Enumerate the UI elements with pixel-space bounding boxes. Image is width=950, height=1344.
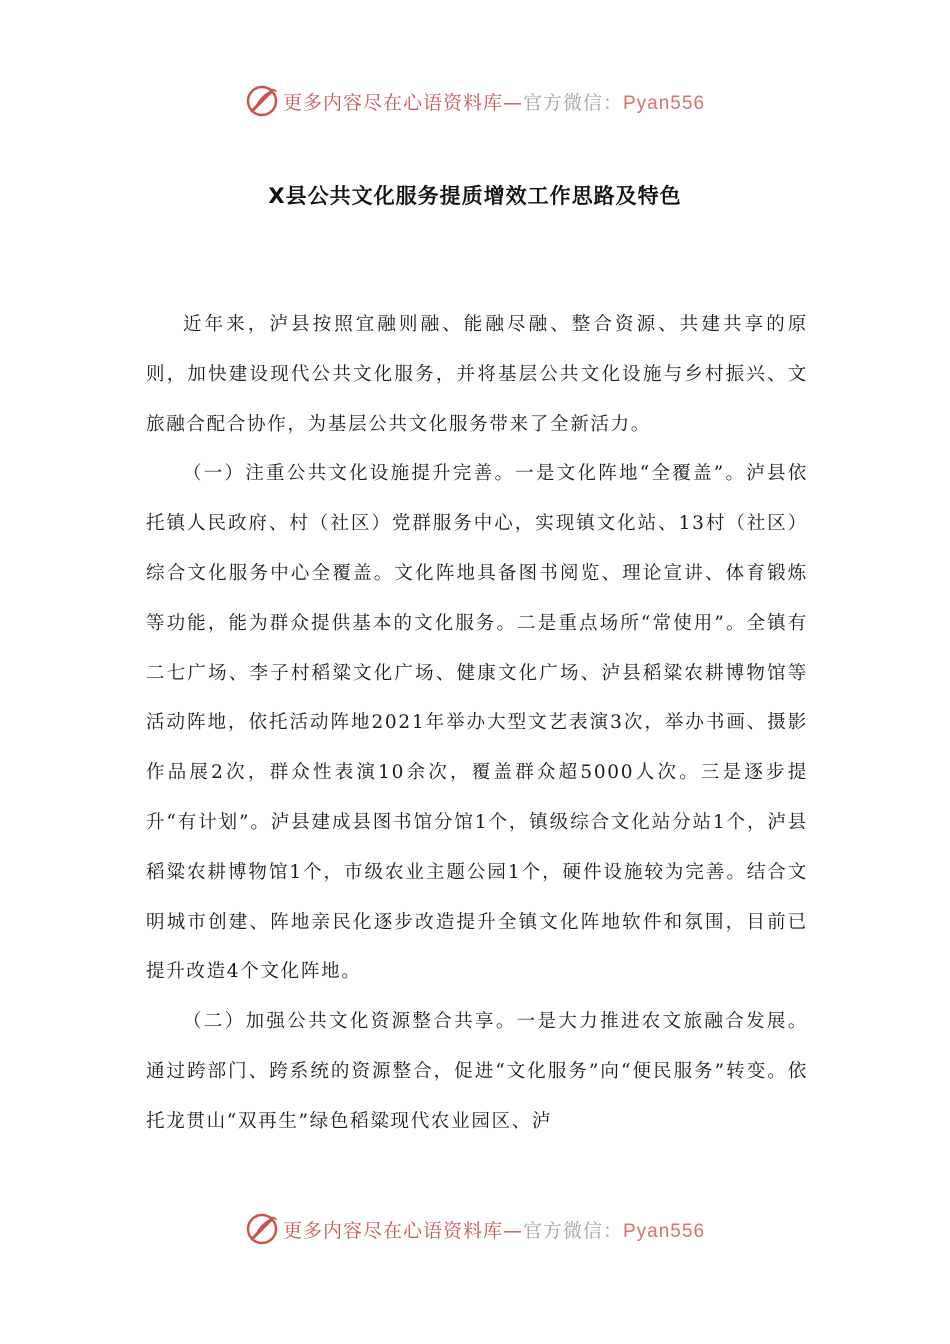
banner-main-text: 更多内容尽在心语资料库 (282, 91, 503, 114)
paragraph-section-1: （一）注重公共文化设施提升完善。一是文化阵地“全覆盖”。泸县依托镇人民政府、村（社区）党群服务中心，实现镇文化站、13村（社区）综合文化服务中心全覆盖。文化阵地具备图书阅览、理论宣讲、体育锻炼等功能，能为群众提供基本的文化服务。二是重点场所“常使用”。全镇有二七广场、李子村稻粱文化广场、健康文化广场、泸县稻粱农耕博物馆等活动阵地，依托活动阵地2021年举办大型文艺表演3次，举办书画、摄影作品展2次，群众性表演10余次，覆盖群众超5000人次。三是逐步提升“有计划”。泸县建成县图书馆分馆1个，镇级综合文化站分站1个，泸县稻粱农耕博物馆1个，市级农业主题公园1个，硬件设施较为完善。结合文明城市创建、阵地亲民化逐步改造提升全镇文化阵地软件和氛围，目前已提升改造4个文化阵地。 (146, 463, 808, 983)
banner-wechat-id: Pyan556 (623, 92, 706, 114)
banner-label: 官方微信： (522, 91, 623, 114)
banner-dash: — (502, 1219, 523, 1242)
paragraph-section-2: （二）加强公共文化资源整合共享。一是大力推进农文旅融合发展。通过跨部门、跨系统的资源整合，促进“文化服务”向“便民服务”转变。依托龙贯山“双再生”绿色稻粱现代农业园区、泸 (146, 1011, 808, 1132)
paragraph-intro: 近年来，泸县按照宜融则融、能融尽融、整合资源、共建共享的原则，加快建设现代公共文化服务，并将基层公共文化设施与乡村振兴、文旅融合配合协作，为基层公共文化服务带来了全新活力。 (146, 314, 808, 435)
header-watermark-banner (0, 84, 950, 118)
footer-watermark-banner (0, 1212, 950, 1246)
banner-main-text: 更多内容尽在心语资料库 (282, 1219, 503, 1242)
banner-dash: — (502, 91, 523, 114)
quill-logo-icon (245, 1212, 279, 1246)
document-title: X县公共文化服务提质增效工作思路及特色 (268, 184, 682, 208)
banner-label: 官方微信： (522, 1219, 623, 1242)
document-body (146, 300, 808, 1147)
quill-logo-icon (245, 84, 279, 118)
banner-wechat-id: Pyan556 (623, 1220, 706, 1242)
